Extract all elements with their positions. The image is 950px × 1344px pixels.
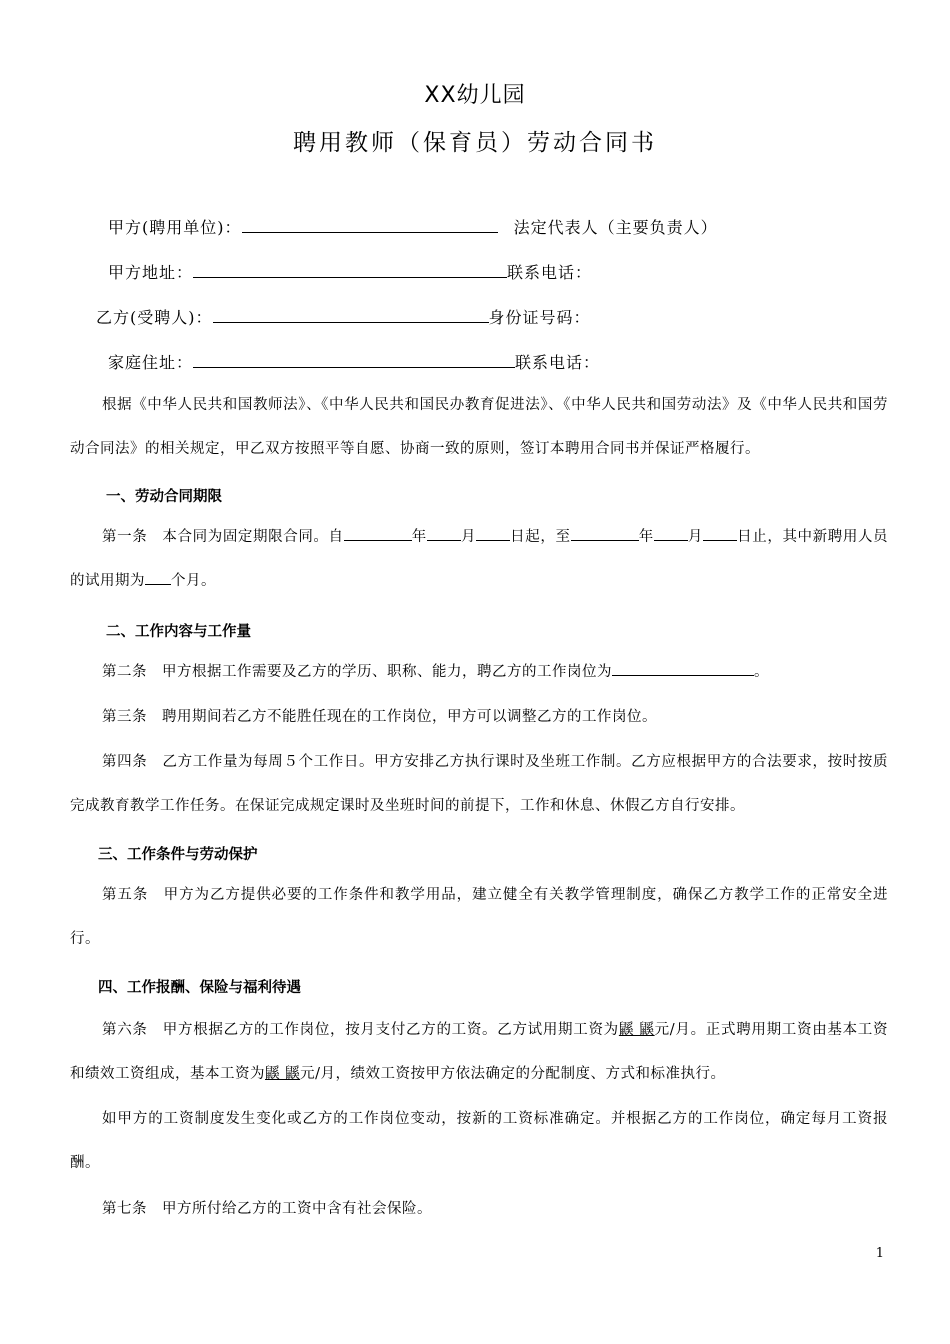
party-a-row: [108, 215, 718, 238]
article-7: 第七条 甲方所付给乙方的工资中含有社会保险。: [102, 1201, 432, 1217]
page-subtitle: 聘用教师（保育员）劳动合同书: [293, 130, 657, 156]
article-6-part2: 元/月。正式聘用期工资由基本工资和绩效工资组成，基本工资为: [70, 1022, 889, 1082]
section-4-heading: 四、工作报酬、保险与福利待遇: [98, 980, 301, 996]
intro-paragraph: 根据《中华人民共和国教师法》、《中华人民共和国民办教育促进法》、《中华人民共和国劳动法》及《中华人民共和国劳动合同法》的相关规定，甲乙双方按照平等自愿、协商一致的原则，签订本聘用合同书并保证严格履行。: [70, 397, 888, 457]
legal-rep-label: 法定代表人（主要负责人）: [513, 218, 718, 237]
section-2-heading: 二、工作内容与工作量: [106, 624, 251, 640]
article-1-prefix: 第一条 本合同为固定期限合同。自: [102, 529, 344, 545]
month-label-2: 月: [687, 529, 704, 545]
section-3-heading: 三、工作条件与劳动保护: [98, 847, 258, 863]
article-6-part1: 第六条 甲方根据乙方的工作岗位，按月支付乙方的工资。乙方试用期工资为: [102, 1022, 619, 1038]
home-address-label: 家庭住址：: [108, 353, 194, 372]
month-label: 月: [460, 529, 477, 545]
party-b-blank[interactable]: [213, 308, 489, 323]
page-title: XX幼儿园: [424, 83, 526, 108]
probation-blank[interactable]: [145, 570, 171, 585]
article-1-suffix: 个月。: [171, 573, 216, 589]
start-month-blank[interactable]: [427, 526, 461, 541]
party-a-blank[interactable]: [242, 218, 498, 233]
day-from-label: 日起，至: [510, 529, 571, 545]
article-6: [70, 1008, 888, 1096]
start-year-blank[interactable]: [344, 526, 412, 541]
article-6-extra: 如甲方的工资制度发生变化或乙方的工作岗位变动，按新的工资标准确定。并根据乙方的工作岗位，确定每月工资报酬。: [70, 1111, 888, 1171]
article-2: [70, 650, 888, 694]
end-day-blank[interactable]: [703, 526, 737, 541]
start-day-blank[interactable]: [476, 526, 510, 541]
party-b-phone-label: 联系电话：: [515, 353, 601, 372]
article-6-part3: 元/月，绩效工资按甲方依法确定的分配制度、方式和标准执行。: [300, 1066, 726, 1082]
id-label: 身份证号码：: [488, 308, 591, 327]
year-label: 年: [411, 529, 427, 545]
article-1: [70, 515, 888, 603]
article-3: 第三条 聘用期间若乙方不能胜任现在的工作岗位，甲方可以调整乙方的工作岗位。: [102, 709, 657, 725]
home-address-row: [108, 350, 600, 373]
home-address-blank[interactable]: [193, 353, 515, 368]
party-a-address-label: 甲方地址：: [108, 263, 194, 282]
party-b-label: 乙方(受聘人)：: [96, 308, 213, 327]
party-a-label: 甲方(聘用单位)：: [108, 218, 242, 237]
section-1-heading: 一、劳动合同期限: [106, 489, 222, 505]
day-to-label: 日止，其中新聘用人员的试用期为: [70, 529, 889, 589]
article-2-end: 。: [754, 664, 769, 680]
position-blank[interactable]: [612, 661, 754, 676]
article-2-text: 第二条 甲方根据工作需要及乙方的学历、职称、能力，聘乙方的工作岗位为: [102, 664, 612, 680]
end-year-blank[interactable]: [571, 526, 639, 541]
year-label-2: 年: [638, 529, 654, 545]
party-a-phone-label: 联系电话：: [507, 263, 593, 282]
party-a-address-blank[interactable]: [193, 263, 507, 278]
page-number: 1: [875, 1246, 884, 1261]
article-5: 第五条 甲方为乙方提供必要的工作条件和教学用品，建立健全有关教学管理制度，确保乙方教学工作的正常安全进行。: [70, 887, 888, 947]
probation-salary-blank[interactable]: 鼷 鼷: [618, 1022, 655, 1038]
party-a-address-row: [108, 260, 592, 283]
article-4: 第四条 乙方工作量为每周５个工作日。甲方安排乙方执行课时及坐班工作制。乙方应根据甲方的合法要求，按时按质完成教育教学工作任务。在保证完成规定课时及坐班时间的前提下，工作和休息、休假乙方自行安排。: [70, 754, 888, 814]
base-salary-blank[interactable]: 鼷 鼷: [265, 1066, 301, 1082]
party-b-row: [96, 305, 591, 328]
end-month-blank[interactable]: [654, 526, 688, 541]
